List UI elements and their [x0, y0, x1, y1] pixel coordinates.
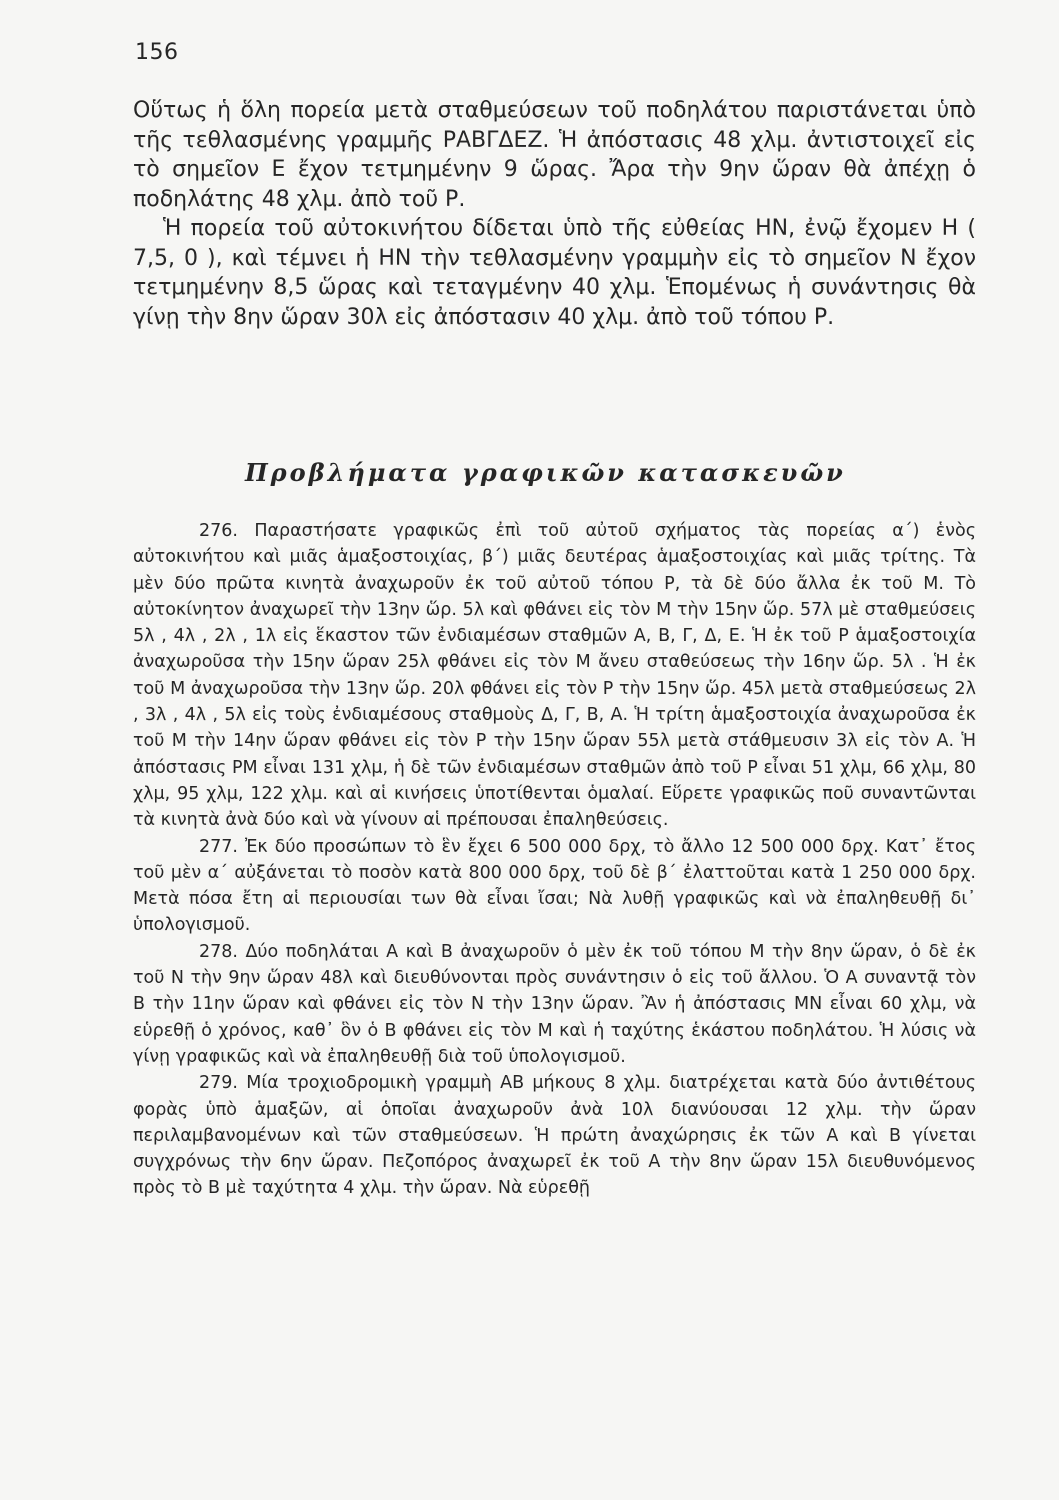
problem-277: 277. Ἐκ δύο προσώπων τὸ ἓν ἔχει 6 500 000 δρχ, τὸ ἄλλο 12 500 000 δρχ. Κατ᾿ ἔτος τοῦ μὲν α΄ αὐξάνεται τὸ ποσὸν κατὰ 800 000 δρχ, τοῦ δὲ β΄ ἐλαττοῦται κατὰ 1 250 000 δρχ. Μετὰ πόσα ἔτη αἱ περιουσίαι των θὰ εἶναι ἴσαι; Νὰ λυθῇ γραφικῶς καὶ νὰ ἐπαληθευθῇ δι᾿ ὑπολογισμοῦ.	[133, 836, 976, 936]
intro-text	[133, 96, 976, 332]
problem-276: 276. Παραστήσατε γραφικῶς ἐπὶ τοῦ αὐτοῦ σχήματος τὰς πορείας α΄) ἑνὸς αὐτοκινήτου καὶ μιᾶς ἁμαξοστοιχίας, β΄) μιᾶς δευτέρας ἁμαξοστοιχίας καὶ μιᾶς τρίτης. Τὰ μὲν δύο πρῶτα κινητὰ ἀναχωροῦν ἐκ τοῦ αὐτοῦ τόπου Ρ, τὰ δὲ δύο ἄλλα ἐκ τοῦ Μ. Τὸ αὐτοκίνητον ἀναχωρεῖ τὴν 13ην ὥρ. 5λ καὶ φθάνει εἰς τὸν Μ τὴν 15ην ὥρ. 57λ μὲ σταθμεύσεις 5λ , 4λ , 2λ , 1λ εἰς ἕκαστον τῶν ἐνδιαμέσων σταθμῶν Α, Β, Γ, Δ, Ε. Ἡ ἐκ τοῦ Ρ ἁμαξοστοιχία ἀναχωροῦσα τὴν 15ην ὥραν 25λ φθάνει εἰς τὸν Μ ἄνευ σταθεύσεως τὴν 16ην ὥρ. 5λ . Ἡ ἐκ τοῦ Μ ἀναχωροῦσα τὴν 13ην ὥρ. 20λ φθάνει εἰς τὸν Ρ τὴν 15ην ὥρ. 45λ μετὰ σταθμεύσεως 2λ , 3λ , 4λ , 5λ εἰς τοὺς ἐνδιαμέσους σταθμοὺς Δ, Γ, Β, Α. Ἡ τρίτη ἁμαξοστοιχία ἀναχωροῦσα ἐκ τοῦ Μ τὴν 14ην ὥραν φθάνει εἰς τὸν Ρ τὴν 15ην ὥραν 55λ μετὰ στάθμευσιν 3λ εἰς τὸν Α. Ἡ ἀπόστασις ΡΜ εἶναι 131 χλμ, ἡ δὲ τῶν ἐνδιαμέσων σταθμῶν ἀπὸ τοῦ Ρ εἶναι 51 χλμ, 66 χλμ, 80 χλμ, 95 χλμ, 122 χλμ. καὶ αἱ κινήσεις ὑποτίθενται ὁμαλαί. Εὕρετε γραφικῶς ποῦ συναντῶνται τὰ κινητὰ ἀνὰ δύο καὶ νὰ γίνουν αἱ πρέπουσαι ἐπαληθεύσεις.	[133, 521, 976, 831]
problem-279: 279. Μία τροχιοδρομικὴ γραμμὴ ΑΒ μήκους 8 χλμ. διατρέχεται κατὰ δύο ἀντιθέτους φορὰς ὑπὸ ἁμαξῶν, αἱ ὁποῖαι ἀναχωροῦν ἀνὰ 10λ διανύουσαι 12 χλμ. τὴν ὥραν περιλαμβανομένων καὶ τῶν σταθμεύσεων. Ἡ πρώτη ἀναχώρησις ἐκ τῶν Α καὶ Β γίνεται συγχρόνως τὴν 6ην ὥραν. Πεζοπόρος ἀναχωρεῖ ἐκ τοῦ Α τὴν 8ην ὥραν 15λ διευθυνόμενος πρὸς τὸ Β μὲ ταχύτητα 4 χλμ. τὴν ὥραν. Νὰ εὑρεθῇ	[133, 1073, 976, 1199]
intro-paragraph: Ἡ πορεία τοῦ αὐτοκινήτου δίδεται ὑπὸ τῆς εὐθείας ΗΝ, ἐνῷ ἔχομεν Η ( 7,5, 0 ), καὶ τέμνει ἡ ΗΝ τὴν τεθλασμένην γραμμὴν εἰς τὸ σημεῖον Ν ἔχον τετμημένην 8,5 ὥρας καὶ τεταγμένην 40 χλμ. Ἑπομένως ἡ συνάντησις θὰ γίνῃ τὴν 8ην ὥραν 30λ εἰς ἀπόστασιν 40 χλμ. ἀπὸ τοῦ τόπου Ρ.	[133, 216, 976, 330]
problem-278: 278. Δύο ποδηλάται Α καὶ Β ἀναχωροῦν ὁ μὲν ἐκ τοῦ τόπου Μ τὴν 8ην ὥραν, ὁ δὲ ἐκ τοῦ Ν τὴν 9ην ὥραν 48λ καὶ διευθύνονται πρὸς συνάντησιν ὁ εἰς τοῦ ἄλλου. Ὁ Α συναντᾷ τὸν Β τὴν 11ην ὥραν καὶ φθάνει εἰς τὸν Ν τὴν 13ην ὥραν. Ἂν ἡ ἀπόστασις ΜΝ εἶναι 60 χλμ, νὰ εὑρεθῇ ὁ χρόνος, καθ᾿ ὃν ὁ Β φθάνει εἰς τὸν Μ καὶ ἡ ταχύτης ἑκάστου ποδηλάτου. Ἡ λύσις νὰ γίνῃ γραφικῶς καὶ νὰ ἐπαληθευθῇ διὰ τοῦ ὑπολογισμοῦ.	[133, 941, 976, 1067]
intro-paragraph: Οὕτως ἡ ὅλη πορεία μετὰ σταθμεύσεων τοῦ ποδηλάτου παριστάνεται ὑπὸ τῆς τεθλασμένης γραμμῆς ΡΑΒΓΔΕΖ. Ἡ ἀπόστασις 48 χλμ. ἀντιστοιχεῖ εἰς τὸ σημεῖον Ε ἔχον τετμημένην 9 ὥρας. Ἄρα τὴν 9ην ὥραν θὰ ἀπέχῃ ὁ ποδηλάτης 48 χλμ. ἀπὸ τοῦ Ρ.	[133, 98, 976, 212]
page-number: 156	[135, 40, 179, 65]
section-heading: Προβλήματα γραφικῶν κατασκευῶν	[245, 458, 846, 487]
problems-list	[133, 518, 976, 1202]
